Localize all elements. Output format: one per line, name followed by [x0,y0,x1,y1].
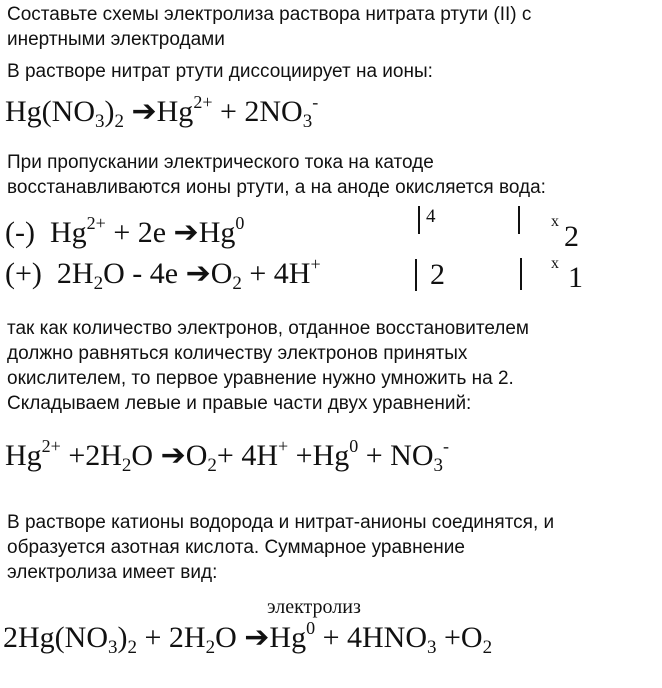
text-line-1: Составьте схемы электролиза раствора нитрата ртути (II) с [7,4,532,25]
equation-sum [5,438,449,474]
text-line-4: При пропускании электрического тока на катоде [7,152,434,173]
eq4-nitrate: + NO [358,439,434,472]
cathode-divider-right [518,206,520,234]
text-line-2: инертными электродами [7,29,225,50]
eq4-oxygen-sub: 2 [207,455,217,476]
equation-dissociation [5,94,318,130]
anode-multiply-sign: x [551,255,559,272]
eq5-water-sub: 2 [205,637,216,658]
eq3-sign: (+) [5,257,42,290]
equation-overall [3,620,492,656]
cathode-multiplier: 2 [564,220,579,253]
eq3-hydrogen: + 4H [241,257,311,290]
cathode-multiply-sign: x [551,213,559,230]
eq5-acid: + 4HNO [315,621,427,654]
cathode-electron-count: 4 [426,206,436,227]
eq3-water: 2H [56,257,94,290]
eq5-mercury: Hg [269,621,307,654]
eq4-mercury: +Hg [288,439,350,472]
eq5-oxygen: +O [436,621,483,654]
eq5-water: + 2H [137,621,206,654]
eq1-reactant: Hg(NO [5,95,95,128]
text-line-11: образуется азотная кислота. Суммарное уравнение [7,537,465,558]
text-line-5: восстанавливаются ионы ртути, а на аноде окисляется вода: [7,177,546,198]
eq5-acid-sub: 3 [427,637,437,658]
eq1-anion: + 2NO [212,95,303,128]
text-line-12: электролиза имеет вид: [7,562,218,583]
eq3-oxygen: O [210,257,233,290]
eq3-oxygen-sub: 2 [232,273,242,294]
eq1-cation: Hg [156,95,194,128]
eq1-sub-2: 2 [114,111,124,132]
eq5-oxygen-sub: 2 [482,637,493,658]
eq4-oxygen: O [185,439,208,472]
eq3-electrons: O - 4e [103,257,186,290]
eq2-product: Hg [198,216,236,249]
eq5-arrow-icon: ➔ [244,621,270,654]
eq4-arrow-icon: ➔ [160,439,186,472]
text-line-3: В растворе нитрат ртути диссоциирует на ионы: [7,61,433,82]
eq2-hg: Hg [49,216,87,249]
anode-divider-right [520,258,522,290]
eq4-water: +2H [60,439,122,472]
eq4-nitrate-sub: 3 [433,455,443,476]
text-line-6: так как количество электронов, отданное восстановителем [7,318,529,339]
equation-anode [5,256,321,292]
text-line-9: Складываем левые и правые части двух уравнений: [7,393,472,414]
text-line-7: должно равняться количеству электронов принятых [7,343,468,364]
eq4-hg-charge: 2+ [41,436,61,456]
eq2-arrow-icon: ➔ [173,216,199,249]
eq4-water-sub: 2 [121,455,132,476]
eq3-water-sub: 2 [93,273,104,294]
anode-electron-count: 2 [430,258,445,291]
eq1-arrow-icon: ➔ [131,95,157,128]
eq5-reactant-sub: 3 [108,637,118,658]
eq3-arrow-icon: ➔ [185,257,211,290]
eq4-water-o: O [131,439,161,472]
anode-divider-left [415,259,417,291]
eq5-paren: ) [117,621,128,654]
eq5-reactant-sub2: 2 [127,637,137,658]
eq1-anion-charge: - [312,92,319,112]
eq4-hg: Hg [5,439,42,472]
eq4-mercury-charge: 0 [349,436,359,456]
eq1-cation-charge: 2+ [193,92,213,112]
electrolysis-label: электролиз [267,596,361,618]
eq5-reactant: 2Hg(NO [3,621,108,654]
eq5-water-o: O [215,621,245,654]
eq1-anion-sub: 3 [302,111,313,132]
text-line-10: В растворе катионы водорода и нитрат-анионы соединятся, и [7,512,555,533]
text-line-8: окислителем, то первое уравнение нужно умножить на 2. [7,368,514,389]
cathode-divider-left [418,206,420,234]
eq1-paren: ) [104,95,115,128]
eq5-mercury-charge: 0 [306,618,316,638]
anode-multiplier: 1 [568,261,583,294]
eq4-hydrogen: + 4H [216,439,278,472]
eq4-nitrate-charge: - [443,436,449,456]
eq4-hydrogen-charge: + [278,436,289,456]
eq2-sign: (-) [5,216,35,249]
equation-cathode [5,215,244,251]
eq2-hg-charge: 2+ [86,213,106,233]
eq3-hydrogen-charge: + [310,254,321,274]
eq2-electrons: + 2e [105,216,174,249]
eq2-product-charge: 0 [235,213,245,233]
eq1-sub-3: 3 [95,111,105,132]
